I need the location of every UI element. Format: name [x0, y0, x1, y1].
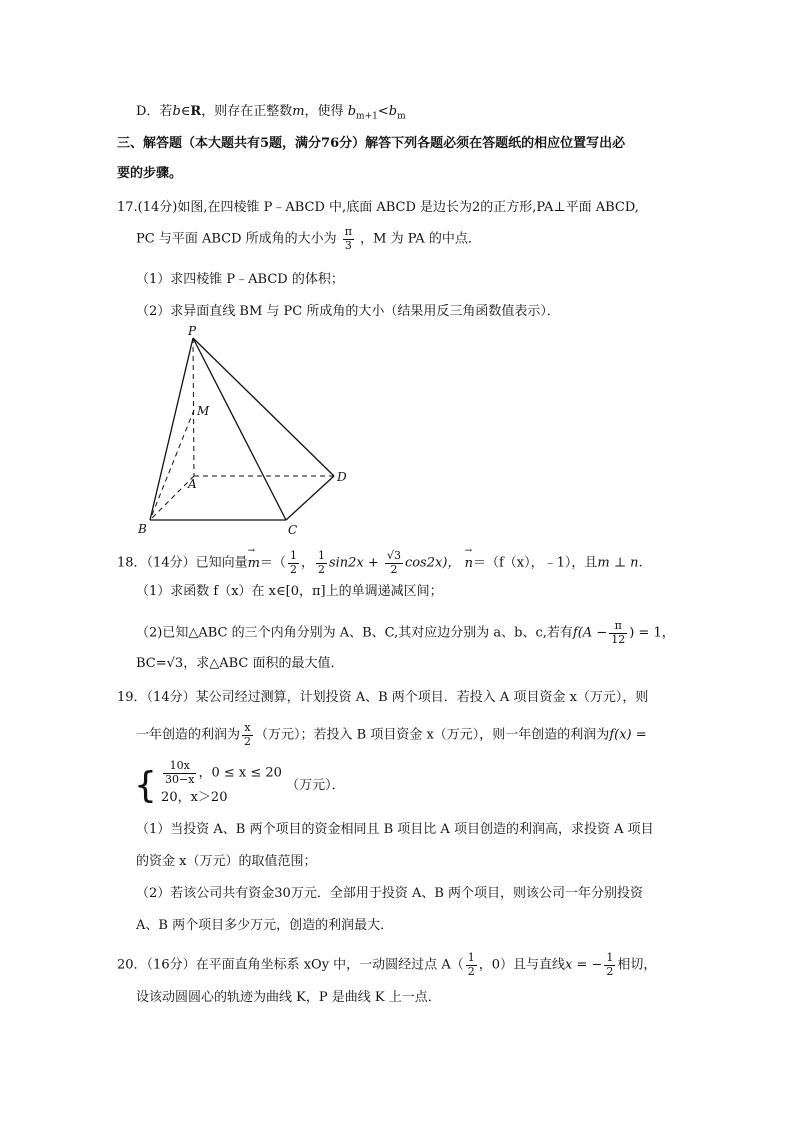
- q19-part2: （2）若该公司共有资金30万元．全部用于投资 A、B 两个项目，则该公司一年分别投资: [136, 886, 644, 901]
- q17-part1: （1）求四棱锥 P﹣ABCD 的体积；: [136, 272, 344, 287]
- q18-stem: 18．（14分）已知向量→ m＝（ $\frac{1}{2}$ ， $\frac{1}{2}$ sin2x + $\frac{√3}{2}$ cos2x)， → n＝（f（x），﹣1），且m ⊥ n.: [117, 550, 643, 576]
- edge-pa: [193, 338, 194, 476]
- pi-over-3: $\frac{\pi}{3}$: [344, 225, 353, 252]
- q17-stem-cont: PC 与平面 ABCD 所成角的大小为 $\frac{\pi}{3}$ ，M 为 PA 的中点．: [136, 225, 481, 252]
- option-d: D．若b∈R，则存在正整数m，使得 $b_{m+1}<b_m$: [136, 104, 406, 122]
- section-3-heading: 三、解答题（本大题共有5题，满分76分）解答下列各题必须在答题纸的相应位置写出必: [117, 136, 626, 151]
- q19-stem: 19．（14分）某公司经过测算，计划投资 A、B 两个项目．若投入 A 项目资金 x（万元），则: [117, 690, 649, 705]
- edge-pc: [193, 338, 286, 520]
- q19-piecewise: { $\frac{10x}{30-x}$ ，0 ≤ x ≤ 20 20，x＞20 （万元）．: [134, 759, 345, 806]
- q18-part2: （2)已知△ABC 的三个内角分别为 A、B、C,其对应边分别为 a、b、c,若有f(A − $\frac{\pi}{12}$ ) = 1，: [136, 619, 675, 646]
- label-c: C: [288, 523, 298, 537]
- q20-stem: 20．（16分）在平面直角坐标系 xOy 中，一动圆经过点 A（ $\frac{1}{2}$ ，0）且与直线x = − $\frac{1}{2}$ 相切，: [117, 951, 657, 978]
- pyramid-figure: [130, 325, 360, 540]
- label-b: B: [138, 522, 147, 536]
- q19-stem-cont: 一年创造的利润为 $\frac{x}{2}$ （万元）；若投入 B 项目资金 x（万元），则一年创造的利润为f(x) =: [136, 721, 647, 748]
- q19-part1-cont: 的资金 x（万元）的取值范围；: [136, 854, 317, 869]
- q20-stem-cont: 设该动圆圆心的轨迹为曲线 K，P 是曲线 K 上一点．: [136, 990, 441, 1005]
- q18-part1: （1）求函数 f（x）在 x∈[0，π]上的单调递减区间；: [136, 584, 443, 599]
- q17-part2: （2）求异面直线 BM 与 PC 所成角的大小（结果用反三角函数值表示）．: [136, 304, 560, 319]
- q19-part2-cont: A、B 两个项目多少万元，创造的利润最大．: [136, 918, 394, 933]
- q19-part1: （1）当投资 A、B 两个项目的资金相同且 B 项目比 A 项目创造的利润高，求投资 A 项目: [136, 822, 654, 837]
- q17-stem: 17.(14分)如图,在四棱锥 P﹣ABCD 中,底面 ABCD 是边长为2的正方形,PA⊥平面 ABCD,: [117, 200, 639, 215]
- label-p: P: [188, 325, 197, 338]
- section-3-heading-cont: 要的步骤。: [117, 166, 183, 181]
- edge-pd: [193, 338, 334, 476]
- edge-cd: [286, 476, 334, 520]
- q18-part2-cont: BC=√3，求△ABC 面积的最大值．: [136, 656, 344, 671]
- label-d: D: [337, 470, 347, 484]
- label-m: M: [197, 404, 210, 418]
- label-a: A: [188, 477, 197, 491]
